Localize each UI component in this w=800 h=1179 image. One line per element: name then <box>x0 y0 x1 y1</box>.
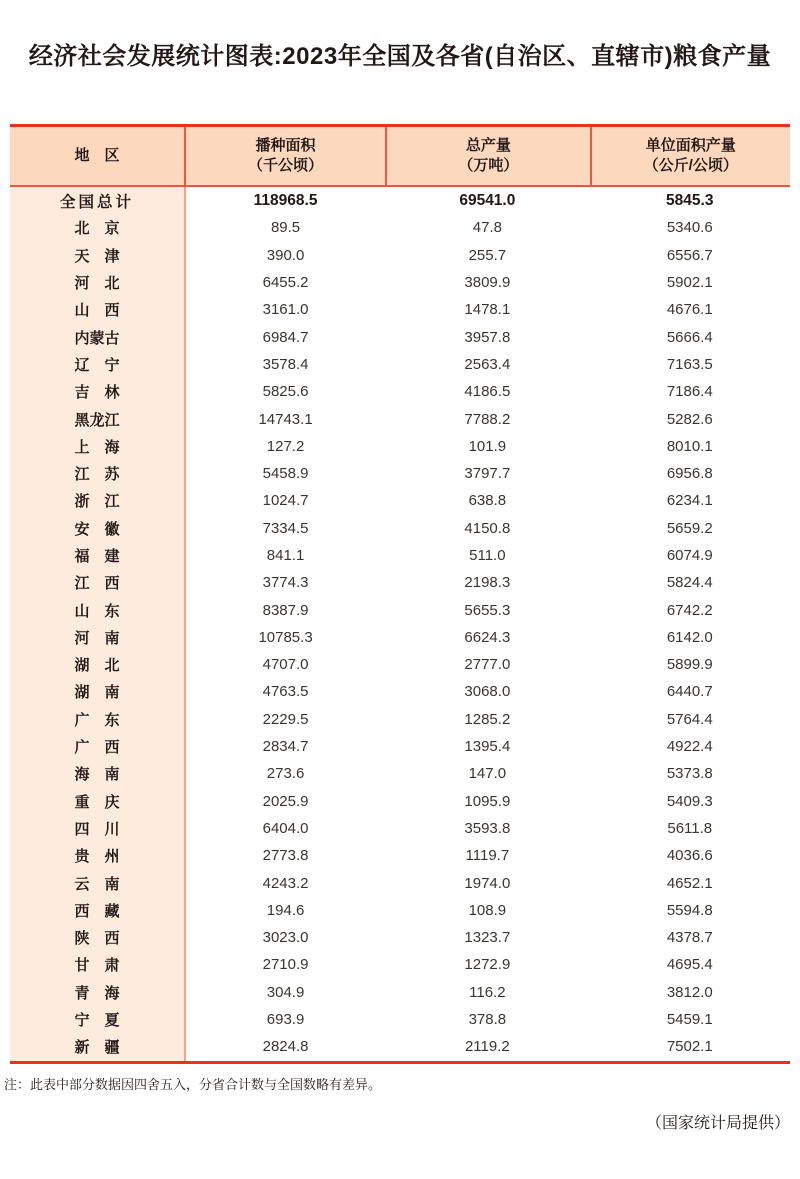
col-header-output-unit: （万吨） <box>458 157 519 174</box>
region-cell: 山 东 <box>10 596 184 623</box>
sown-area-cell: 4763.5 <box>184 678 385 705</box>
table-row <box>10 733 790 760</box>
output-cell: 6624.3 <box>464 628 511 646</box>
table-row <box>10 569 790 596</box>
output-cell: 5655.3 <box>464 601 511 619</box>
sown-area-cell: 10785.3 <box>184 624 385 651</box>
output-cell: 1974.0 <box>464 874 511 892</box>
sown-area-cell: 2710.9 <box>184 951 385 978</box>
yield-cell: 5459.1 <box>666 1011 713 1029</box>
sown-area-cell: 14743.1 <box>184 405 385 432</box>
region-cell: 上 海 <box>10 433 184 460</box>
table-row <box>10 897 790 924</box>
region-cell: 广 东 <box>10 706 184 733</box>
output-cell: 1323.7 <box>464 929 511 947</box>
region-cell: 吉 林 <box>10 378 184 405</box>
region-cell: 重 庆 <box>10 788 184 815</box>
output-cell: 1478.1 <box>464 301 511 319</box>
yield-cell: 6074.9 <box>666 547 713 564</box>
sown-area-cell: 6984.7 <box>184 323 385 350</box>
table-row <box>10 760 790 787</box>
output-cell: 378.8 <box>468 1011 507 1029</box>
sown-area-cell: 3578.4 <box>184 351 385 378</box>
yield-cell: 4922.4 <box>666 738 713 756</box>
table-row <box>10 405 790 432</box>
sown-area-cell: 118968.5 <box>184 187 385 214</box>
region-cell: 安 徽 <box>10 515 184 542</box>
yield-cell: 5282.6 <box>666 410 713 428</box>
output-cell: 3068.0 <box>464 683 511 701</box>
region-cell: 黑龙江 <box>10 405 184 432</box>
table-row <box>10 433 790 460</box>
col-header-output-label: 总产量 <box>465 136 511 154</box>
yield-cell: 6556.7 <box>666 246 713 264</box>
table-row <box>10 869 790 896</box>
sown-area-cell: 3161.0 <box>184 296 385 323</box>
output-cell: 101.9 <box>468 437 507 455</box>
output-cell: 2563.4 <box>464 355 511 373</box>
table-row <box>10 214 790 241</box>
output-cell: 3809.9 <box>464 274 511 292</box>
table-row <box>10 678 790 705</box>
table-row <box>10 596 790 623</box>
col-header-output <box>385 127 589 185</box>
table-row <box>10 487 790 514</box>
yield-cell: 5902.1 <box>666 274 713 292</box>
region-cell: 江 西 <box>10 569 184 596</box>
sown-area-cell: 3023.0 <box>184 924 385 951</box>
table-body <box>10 187 790 1061</box>
region-cell: 四 川 <box>10 815 184 842</box>
yield-cell: 4695.4 <box>666 956 713 974</box>
sown-area-cell: 2229.5 <box>184 706 385 733</box>
yield-cell: 5659.2 <box>666 519 713 537</box>
sown-area-cell: 2824.8 <box>184 1033 385 1060</box>
output-cell: 69541.0 <box>459 191 516 209</box>
sown-area-cell: 2025.9 <box>184 788 385 815</box>
table-row <box>10 651 790 678</box>
yield-cell: 7163.5 <box>666 355 713 373</box>
sown-area-cell: 8387.9 <box>184 596 385 623</box>
output-cell: 1272.9 <box>464 956 511 974</box>
yield-cell: 8010.1 <box>666 437 713 455</box>
region-cell: 天 津 <box>10 242 184 269</box>
table-row <box>10 842 790 869</box>
col-header-sown-area-unit: （千公顷） <box>248 157 324 174</box>
output-cell: 1095.9 <box>464 792 511 810</box>
table-row <box>10 815 790 842</box>
region-cell: 河 南 <box>10 624 184 651</box>
output-cell: 4186.5 <box>464 383 511 401</box>
sown-area-cell: 693.9 <box>184 1006 385 1033</box>
output-cell: 638.8 <box>468 492 507 510</box>
yield-cell: 5611.8 <box>667 819 713 837</box>
sown-area-cell: 4243.2 <box>184 869 385 896</box>
yield-cell: 5899.9 <box>666 656 713 674</box>
sown-area-cell: 6455.2 <box>184 269 385 296</box>
yield-cell: 4036.6 <box>666 847 713 865</box>
region-cell: 湖 北 <box>10 651 184 678</box>
table-row <box>10 296 790 323</box>
yield-cell: 5373.8 <box>666 765 713 783</box>
yield-cell: 5594.8 <box>666 901 713 919</box>
output-cell: 3797.7 <box>464 465 511 483</box>
sown-area-cell: 841.1 <box>184 542 385 569</box>
col-header-yield-unit: （公斤/公顷） <box>643 157 738 174</box>
table-row <box>10 1006 790 1033</box>
table-row <box>10 242 790 269</box>
sown-area-cell: 273.6 <box>184 760 385 787</box>
output-cell: 1119.7 <box>465 847 510 865</box>
yield-cell: 5409.3 <box>666 792 713 810</box>
region-cell: 内蒙古 <box>10 323 184 350</box>
col-header-yield <box>590 127 790 185</box>
output-cell: 2777.0 <box>464 656 511 674</box>
output-cell: 511.0 <box>469 547 506 564</box>
col-header-sown-area <box>184 127 385 185</box>
output-cell: 7788.2 <box>464 410 511 428</box>
grain-production-table <box>10 124 790 1064</box>
table-row <box>10 788 790 815</box>
table-row <box>10 924 790 951</box>
output-cell: 147.0 <box>468 765 507 783</box>
output-cell: 108.9 <box>468 901 507 919</box>
output-cell: 2198.3 <box>464 574 511 592</box>
region-cell: 甘 肃 <box>10 951 184 978</box>
col-header-region <box>10 127 184 185</box>
output-cell: 1285.2 <box>464 710 511 728</box>
yield-cell: 5824.4 <box>666 574 713 592</box>
table-row <box>10 706 790 733</box>
sown-area-cell: 7334.5 <box>184 515 385 542</box>
yield-cell: 6742.2 <box>666 601 713 619</box>
sown-area-cell: 1024.7 <box>184 487 385 514</box>
sown-area-cell: 3774.3 <box>184 569 385 596</box>
output-cell: 3957.8 <box>464 328 511 346</box>
region-cell: 青 海 <box>10 979 184 1006</box>
region-cell: 宁 夏 <box>10 1006 184 1033</box>
yield-cell: 5666.4 <box>666 328 713 346</box>
region-cell: 陕 西 <box>10 924 184 951</box>
col-header-region-label: 地 区 <box>74 146 120 164</box>
table-row <box>10 542 790 569</box>
col-header-sown-area-label: 播种面积 <box>255 136 316 154</box>
yield-cell: 6142.0 <box>666 628 713 646</box>
sown-area-cell: 390.0 <box>184 242 385 269</box>
region-cell: 西 藏 <box>10 897 184 924</box>
sown-area-cell: 304.9 <box>184 979 385 1006</box>
yield-cell: 4652.1 <box>666 874 713 892</box>
footnote: 注：此表中部分数据因四舍五入，分省合计数与全国数略有差异。 <box>4 1077 382 1092</box>
page-title: 经济社会发展统计图表:2023年全国及各省(自治区、直辖市)粮食产量 <box>28 43 772 70</box>
table-row <box>10 351 790 378</box>
sown-area-cell: 5825.6 <box>184 378 385 405</box>
table-row <box>10 951 790 978</box>
yield-cell: 7502.1 <box>666 1038 713 1056</box>
table-row <box>10 515 790 542</box>
table-row <box>10 624 790 651</box>
yield-cell: 6956.8 <box>666 465 713 483</box>
source-credit: （国家统计局提供） <box>645 1115 790 1132</box>
table-row <box>10 269 790 296</box>
region-cell: 海 南 <box>10 760 184 787</box>
yield-cell: 3812.0 <box>666 983 713 1001</box>
region-cell: 新 疆 <box>10 1033 184 1060</box>
yield-cell: 7186.4 <box>666 383 713 401</box>
yield-cell: 5764.4 <box>666 710 713 728</box>
sown-area-cell: 5458.9 <box>184 460 385 487</box>
sown-area-cell: 2773.8 <box>184 842 385 869</box>
region-cell: 贵 州 <box>10 842 184 869</box>
sown-area-cell: 6404.0 <box>184 815 385 842</box>
yield-cell: 5340.6 <box>666 219 713 237</box>
output-cell: 47.8 <box>472 219 502 237</box>
yield-cell: 6440.7 <box>666 683 713 701</box>
region-cell: 湖 南 <box>10 678 184 705</box>
region-cell: 江 苏 <box>10 460 184 487</box>
region-cell: 山 西 <box>10 296 184 323</box>
region-cell: 广 西 <box>10 733 184 760</box>
output-cell: 255.7 <box>468 246 507 264</box>
yield-cell: 4676.1 <box>666 301 713 319</box>
table-header-row <box>10 127 790 187</box>
region-cell: 福 建 <box>10 542 184 569</box>
yield-cell: 5845.3 <box>666 191 714 209</box>
table-row <box>10 1033 790 1060</box>
sown-area-cell: 89.5 <box>184 214 385 241</box>
table-row <box>10 378 790 405</box>
region-cell: 浙 江 <box>10 487 184 514</box>
output-cell: 1395.4 <box>464 738 511 756</box>
region-cell: 北 京 <box>10 214 184 241</box>
output-cell: 3593.8 <box>464 819 511 837</box>
sown-area-cell: 2834.7 <box>184 733 385 760</box>
col-header-yield-label: 单位面积产量 <box>645 136 736 154</box>
region-cell: 河 北 <box>10 269 184 296</box>
region-cell: 辽 宁 <box>10 351 184 378</box>
output-cell: 4150.8 <box>464 519 511 537</box>
table-row <box>10 187 790 214</box>
output-cell: 116.2 <box>469 983 506 1001</box>
table-row <box>10 460 790 487</box>
sown-area-cell: 127.2 <box>184 433 385 460</box>
yield-cell: 4378.7 <box>666 929 713 947</box>
yield-cell: 6234.1 <box>666 492 713 510</box>
sown-area-cell: 194.6 <box>184 897 385 924</box>
sown-area-cell: 4707.0 <box>184 651 385 678</box>
table-row <box>10 979 790 1006</box>
output-cell: 2119.2 <box>464 1038 510 1056</box>
table-row <box>10 323 790 350</box>
region-cell: 云 南 <box>10 869 184 896</box>
region-cell: 全国总计 <box>10 187 184 214</box>
